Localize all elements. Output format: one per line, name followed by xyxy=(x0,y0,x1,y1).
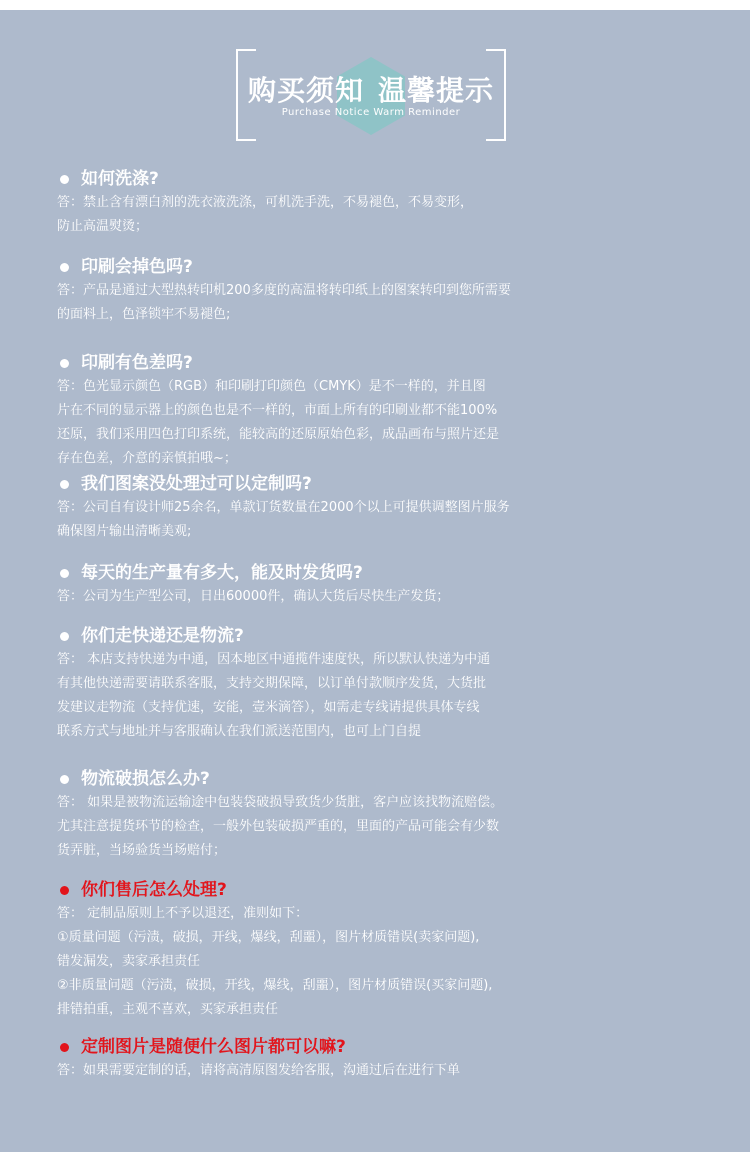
faq-answer-line: 有其他快递需要请联系客服，支持交期保障，以订单付款顺序发货，大货批 xyxy=(57,676,487,691)
faq-question xyxy=(57,351,677,375)
faq-answer-line: 答：公司为生产型公司，日出60000件，确认大货后尽快生产发货； xyxy=(57,589,450,604)
faq-answer xyxy=(57,585,677,609)
faq-answer xyxy=(57,648,677,744)
faq-answer xyxy=(57,1059,677,1083)
faq-question-text: 印刷会掉色吗? xyxy=(81,257,193,277)
faq-answer-line: ①质量问题（污渍，破损，开线，爆线，刮噩），图片材质错误(卖家问题), xyxy=(57,930,480,945)
frame-corner-bottom-left xyxy=(236,121,256,141)
frame-corner-bottom-right xyxy=(486,121,506,141)
title-warm-reminder: 温馨提示 xyxy=(378,74,495,107)
faq-answer-line: 答：产品是通过大型热转印机200多度的高温将转印纸上的图案转印到您所需要 xyxy=(57,283,511,298)
faq-answer xyxy=(57,791,677,863)
faq-answer-line: 答： 如果是被物流运输途中包装袋破损导致货少货脏，客户应该找物流赔偿。 xyxy=(57,795,504,810)
faq-question-text: 定制图片是随便什么图片都可以嘛? xyxy=(81,1037,346,1057)
faq-question-text: 印刷有色差吗? xyxy=(81,353,193,373)
faq-answer-line: 答：色光显示颜色（RGB）和印刷打印颜色（CMYK）是不一样的，并且图 xyxy=(57,379,486,394)
faq-answer-line: 片在不同的显示器上的颜色也是不一样的，市面上所有的印刷业都不能100% xyxy=(57,403,498,418)
faq-answer-line: 答： 本店支持快递为中通，因本地区中通揽件速度快，所以默认快递为中通 xyxy=(57,652,491,667)
faq-answer-line: 答： 定制品原则上不予以退还，准则如下： xyxy=(57,906,309,921)
bullet-dot-icon xyxy=(60,175,69,184)
faq-answer-line: 发建议走物流（支持优速，安能，壹米滴答），如需走专线请提供具体专线 xyxy=(57,700,480,715)
faq-question-text: 你们售后怎么处理? xyxy=(81,880,227,900)
faq-answer-line: 联系方式与地址并与客服确认在我们派送范围内，也可上门自提 xyxy=(57,724,422,739)
faq-answer-line: 还原，我们采用四色打印系统，能较高的还原原始色彩，成品画布与照片还是 xyxy=(57,427,500,442)
faq-answer xyxy=(57,902,677,1022)
faq-question xyxy=(57,472,677,496)
bullet-dot-icon xyxy=(60,1043,69,1052)
faq-answer-line: ②非质量问题（污渍，破损，开线，爆线，刮噩），图片材质错误(买家问题), xyxy=(57,978,493,993)
faq-answer-line: 错发漏发，卖家承担责任 xyxy=(57,954,201,969)
faq-question-text: 每天的生产量有多大，能及时发货吗? xyxy=(81,563,363,583)
title-purchase-notice: 购买须知 xyxy=(247,74,364,107)
faq-question xyxy=(57,255,677,279)
faq-answer xyxy=(57,375,677,471)
faq-answer xyxy=(57,279,677,327)
bullet-dot-icon xyxy=(60,569,69,578)
faq-answer-line: 的面料上，色泽锁牢不易褪色; xyxy=(57,307,231,322)
faq-item-shipping xyxy=(57,624,677,744)
faq-question-text: 物流破损怎么办? xyxy=(81,769,210,789)
bullet-dot-icon xyxy=(60,886,69,895)
faq-item-custom-design xyxy=(57,472,677,544)
faq-item-damage xyxy=(57,767,677,863)
faq-question xyxy=(57,1035,677,1059)
bullet-dot-icon xyxy=(60,359,69,368)
faq-question xyxy=(57,561,677,585)
faq-question-text: 你们走快递还是物流? xyxy=(81,626,244,646)
bullet-dot-icon xyxy=(60,775,69,784)
page-title xyxy=(236,69,506,109)
frame-corner-top-left xyxy=(236,49,256,69)
frame-corner-top-right xyxy=(486,49,506,69)
bullet-dot-icon xyxy=(60,632,69,641)
faq-item-fading xyxy=(57,255,677,327)
bullet-dot-icon xyxy=(60,263,69,272)
notice-panel xyxy=(0,10,750,1152)
faq-question-text: 我们图案没处理过可以定制吗? xyxy=(81,474,312,494)
faq-answer-line: 货弄脏，当场验货当场赔付； xyxy=(57,843,227,858)
faq-item-custom-image xyxy=(57,1035,677,1083)
faq-answer-line: 存在色差，介意的亲慎拍哦~； xyxy=(57,451,237,466)
faq-question xyxy=(57,767,677,791)
faq-answer-line: 防止高温熨烫； xyxy=(57,219,149,234)
page-subtitle: Purchase Notice Warm Reminder xyxy=(281,107,461,118)
faq-answer-line: 排错拍重，主观不喜欢，买家承担责任 xyxy=(57,1002,279,1017)
notice-header xyxy=(236,49,506,141)
faq-question xyxy=(57,624,677,648)
faq-answer-line: 答：禁止含有漂白剂的洗衣液洗涤，可机洗手洗，不易褪色，不易变形， xyxy=(57,195,474,210)
faq-question xyxy=(57,878,677,902)
faq-question xyxy=(57,167,677,191)
faq-answer-line: 答：如果需要定制的话，请将高清原图发给客服，沟通过后在进行下单 xyxy=(57,1063,461,1078)
faq-answer-line: 尤其注意提货环节的检查，一般外包装破损严重的，里面的产品可能会有少数 xyxy=(57,819,500,834)
bullet-dot-icon xyxy=(60,480,69,489)
faq-answer-line: 确保图片输出清晰美观; xyxy=(57,524,192,539)
faq-item-production xyxy=(57,561,677,609)
faq-answer-line: 答：公司自有设计师25余名，单款订货数量在2000个以上可提供调整图片服务 xyxy=(57,500,510,515)
faq-answer xyxy=(57,191,677,239)
faq-item-after-sales xyxy=(57,878,677,1022)
faq-item-color-difference xyxy=(57,351,677,471)
faq-answer xyxy=(57,496,677,544)
faq-item-washing xyxy=(57,167,677,239)
faq-question-text: 如何洗涤? xyxy=(81,169,159,189)
